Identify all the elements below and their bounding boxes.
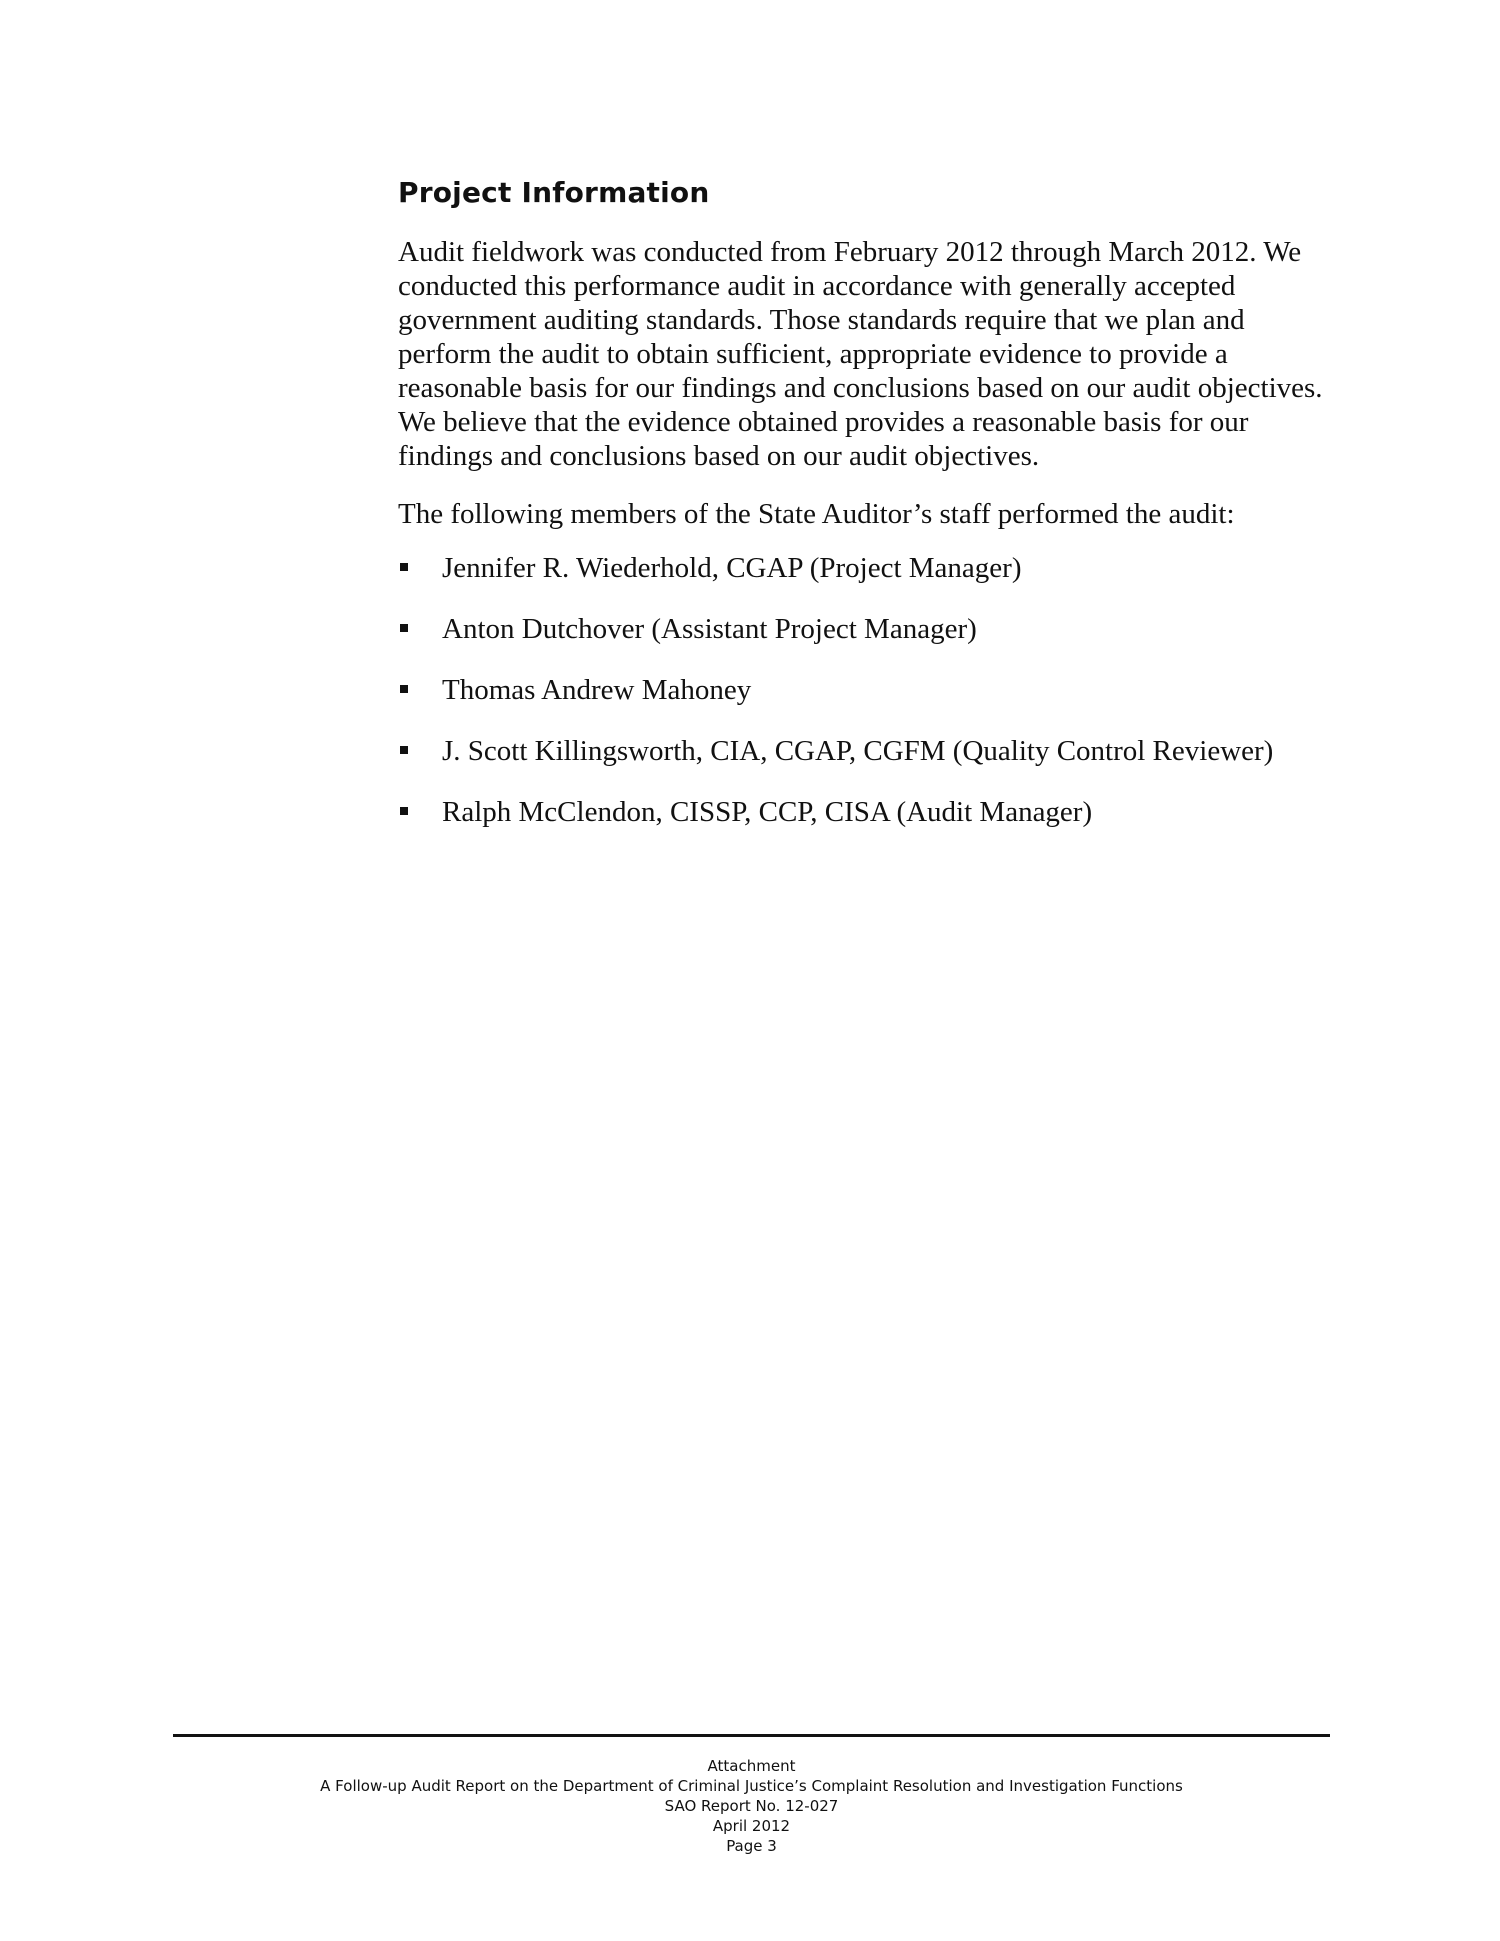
footer-attachment-label: Attachment — [707, 1757, 796, 1775]
staff-member-name: Thomas Andrew Mahoney — [442, 674, 752, 706]
document-body — [398, 176, 1338, 856]
staff-list-item — [398, 734, 1338, 768]
staff-member-name: Jennifer R. Wiederhold, CGAP (Project Manager) — [442, 552, 1022, 584]
staff-member-name: Ralph McClendon, CISSP, CCP, CISA (Audit Manager) — [442, 796, 1093, 828]
footer-divider — [173, 1734, 1330, 1737]
staff-list-item — [398, 795, 1338, 829]
staff-member-name: Anton Dutchover (Assistant Project Manager) — [442, 613, 977, 645]
staff-list — [398, 551, 1338, 829]
square-bullet-icon — [400, 807, 408, 815]
square-bullet-icon — [400, 563, 408, 571]
footer-report-title: A Follow-up Audit Report on the Department of Criminal Justice’s Complaint Resolution and Investigation Functions — [320, 1777, 1183, 1795]
page-footer — [173, 1756, 1330, 1856]
square-bullet-icon — [400, 624, 408, 632]
staff-list-item — [398, 612, 1338, 646]
fieldwork-paragraph: Audit fieldwork was conducted from February 2012 through March 2012. We conducted this performance audit in accordance with generally accepted government auditing standards. Those standards require that we plan and perform the audit to obtain sufficient, appropriate evidence to provide a reasonable basis for our findings and conclusions based on our audit objectives. We believe that the evidence obtained provides a reasonable basis for our findings and conclusions based on our audit objectives. — [398, 236, 1323, 472]
square-bullet-icon — [400, 746, 408, 754]
footer-report-number: SAO Report No. 12-027 — [664, 1797, 839, 1815]
staff-member-name: J. Scott Killingsworth, CIA, CGAP, CGFM (Quality Control Reviewer) — [442, 735, 1274, 767]
section-heading: Project Information — [398, 176, 710, 209]
footer-date: April 2012 — [712, 1817, 791, 1835]
staff-list-item — [398, 673, 1338, 707]
footer-page-number: Page 3 — [726, 1837, 777, 1855]
staff-list-item — [398, 551, 1338, 585]
square-bullet-icon — [400, 685, 408, 693]
staff-intro-paragraph: The following members of the State Auditor’s staff performed the audit: — [398, 498, 1235, 530]
